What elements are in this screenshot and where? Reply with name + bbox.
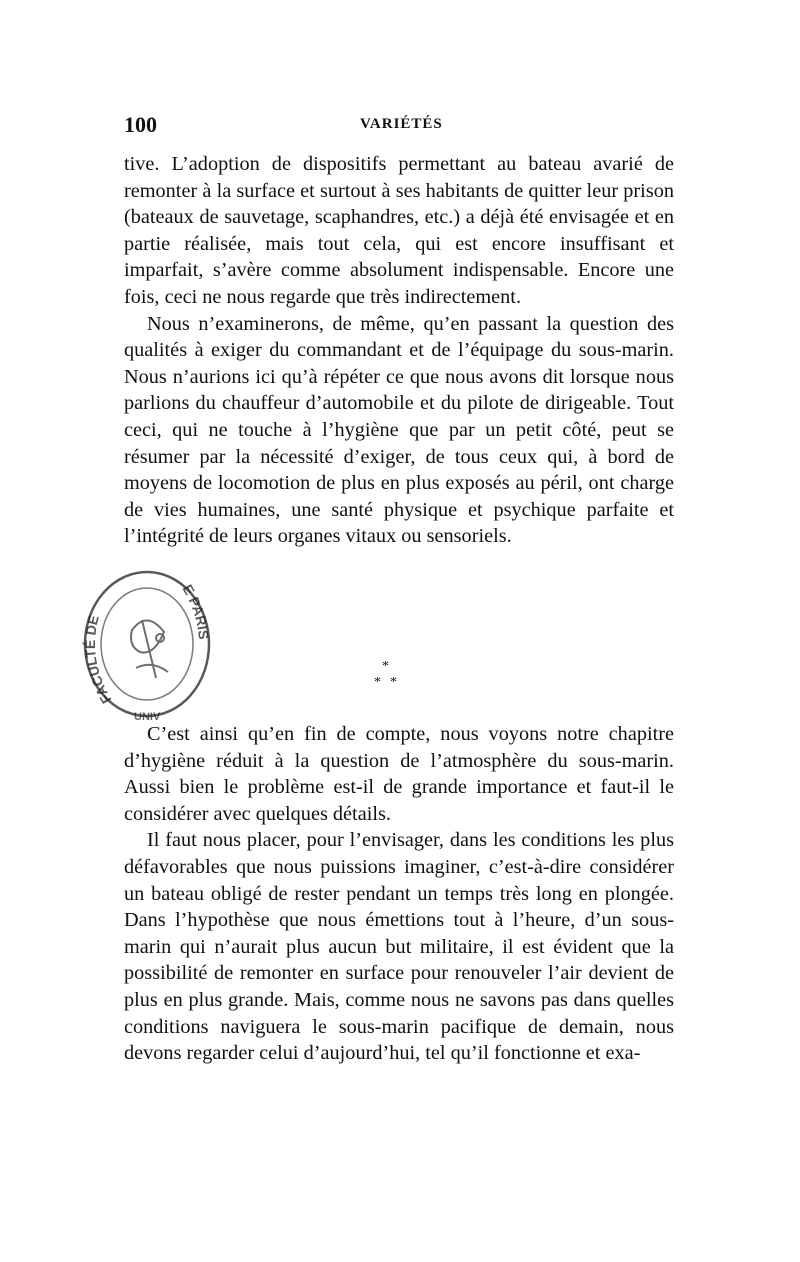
page-number: 100 (124, 112, 157, 137)
paragraph-4: Il faut nous placer, pour l’envisager, dans les conditions les plus défavorables que nous puissions imaginer, c’est-à-dire considérer un bateau obligé de rester pendant un temps très long en plongée. Dans l’hypothèse que nous émettions tout à l’heure, d’un sous-marin qui n’aurait plus aucun but militaire, il est évident que la possibilité de remonter en surface pour renouveler l’air devient de plus en plus grande. Mais, comme nous ne savons pas dans quelles conditions naviguera le sous-marin pacifique de demain, nous devons regarder celui d’aujourd’hui, tel qu’il fonctionne et exa- (124, 829, 674, 1065)
stamp-text-bottom: UNIV (134, 711, 161, 723)
paragraph-2: Nous n’examinerons, de même, qu’en passant la question des qualités à exiger du commandant et de l’équipage du sous-marin. Nous n’aurions ici qu’à répéter ce que nous avons dit lorsque nous parlions du chauffeur d’automobile et du pilote de dirigeable. Tout ceci, qui ne touche à l’hygiène que par un petit côté, peut se résumer par la nécessité d’exiger, de tous ceux qui, à bord de moyens de locomotion de plus en plus exposés au péril, ont charge de vies humaines, une santé physique et psychique parfaite et l’intégrité de leurs organes vitaux ou sensoriels. (124, 312, 674, 548)
stamp-text-right: E PARIS (179, 581, 212, 641)
asterism-star-top: * (382, 659, 389, 674)
stamp-text-left: FACULTÉ DE (81, 613, 115, 707)
paragraph-3: C’est ainsi qu’en fin de compte, nous voyons notre chapitre d’hygiène réduit à la question de l’atmosphère du sous-marin. Aussi bien le problème est-il de grande importance et faut-il le considérer avec quelques détails. (124, 723, 674, 825)
asterism-star-left: * (374, 675, 381, 690)
running-head (124, 112, 674, 142)
asterism-star-right: * (390, 675, 397, 690)
library-stamp (72, 560, 222, 728)
stamp-emblem-icon (131, 620, 168, 678)
text-block-top (124, 151, 674, 550)
text-block-bottom (124, 721, 674, 1067)
paragraph-1: tive. L’adoption de dispositifs permettant au bateau avarié de remonter à la surface et surtout à ses habitants de quitter leur prison (bateaux de sauvetage, scaphandres, etc.) a déjà été envisagée et en partie réalisée, mais tout cela, qui est encore insuffisant et imparfait, s’avère comme absolument indispensable. Encore une fois, ceci ne nous regarde que très indirectement. (124, 153, 674, 308)
running-title: VARIÉTÉS (360, 116, 443, 132)
asterism (372, 660, 402, 700)
